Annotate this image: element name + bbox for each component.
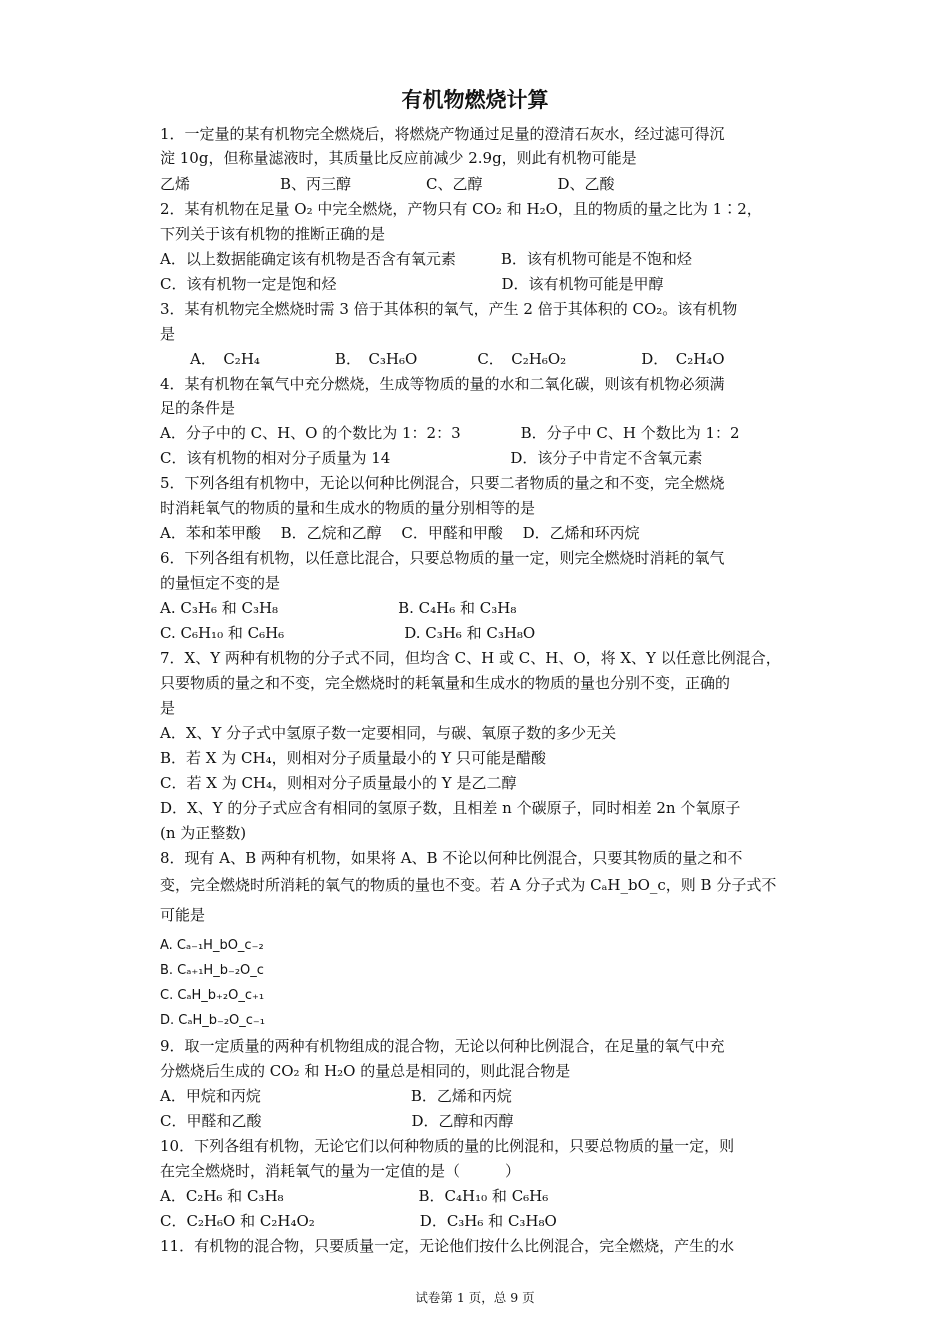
text-line: B. Cₐ₊₁H_b₋₂O_c (160, 963, 264, 978)
text-line: 时消耗氧气的物质的量和生成水的物质的量分别相等的是 (160, 499, 536, 517)
text-line: 淀 10g，但称量滤液时，其质量比反应前减少 2.9g，则此有机物可能是 (160, 149, 637, 167)
text-line: 3．某有机物完全燃烧时需 3 倍于其体积的氧气，产生 2 倍于其体积的 CO₂。该有机物 (160, 300, 738, 318)
text-line: 变，完全燃烧时所消耗的氧气的物质的量也不变。若 A 分子式为 CₐH_bO_c，则 B 分子式不 (160, 876, 777, 894)
text-line: C．该有机物的相对分子质量为 14 D．该分子中肯定不含氧元素 (160, 449, 703, 467)
text-line: 是 (160, 325, 176, 343)
text-line: C．若 X 为 CH₄，则相对分子质量最小的 Y 是乙二醇 (160, 774, 517, 792)
text-line: B．若 X 为 CH₄，则相对分子质量最小的 Y 只可能是醋酸 (160, 749, 547, 767)
text-line: 11．有机物的混合物，只要质量一定，无论他们按什么比例混合，完全燃烧，产生的水 (160, 1237, 735, 1255)
text-line: 足的条件是 (160, 399, 236, 417)
text-line: 下列关于该有机物的推断正确的是 (160, 225, 386, 243)
text-line: 分燃烧后生成的 CO₂ 和 H₂O 的量总是相同的，则此混合物是 (160, 1062, 571, 1080)
text-line: C. CₐH_b₊₂O_c₊₁ (160, 988, 265, 1003)
text-line: A．分子中的 C、H、O 的个数比为 1：2：3 B．分子中 C、H 个数比为 1：2 (160, 424, 740, 442)
text-line: C．甲醛和乙酸 D．乙醇和丙醇 (160, 1112, 514, 1130)
text-line: A．C₂H₆ 和 C₃H₈ B．C₄H₁₀ 和 C₆H₆ (160, 1187, 549, 1205)
text-line: 在完全燃烧时，消耗氧气的量为一定值的是（ ） (160, 1162, 521, 1180)
text-line: A. Cₐ₋₁H_bO_c₋₂ (160, 938, 264, 953)
text-line: 10．下列各组有机物，无论它们以何种物质的量的比例混和，只要总物质的量一定，则 (160, 1137, 735, 1155)
text-line: A．X、Y 分子式中氢原子数一定要相同，与碳、氧原子数的多少无关 (160, 724, 617, 742)
page-footer: 试卷第 1 页，总 9 页 (415, 1290, 535, 1305)
text-line: 1．一定量的某有机物完全燃烧后，将燃烧产物通过足量的澄清石灰水，经过滤可得沉 (160, 125, 725, 143)
text-line: C．该有机物一定是饱和烃 D．该有机物可能是甲醇 (160, 275, 664, 293)
text-line: A． C₂H₄ B． C₃H₆O C． C₂H₆O₂ D． C₂H₄O (160, 350, 725, 368)
page-title: 有机物燃烧计算 (401, 88, 549, 112)
text-line: C. C₆H₁₀ 和 C₆H₆ D. C₃H₆ 和 C₃H₈O (160, 624, 536, 642)
text-line: D．X、Y 的分子式应含有相同的氢原子数，且相差 n 个碳原子，同时相差 2n 个氧原子 (160, 799, 741, 817)
text-line: 可能是 (160, 906, 206, 924)
text-line: 只要物质的量之和不变，完全燃烧时的耗氧量和生成水的物质的量也分别不变，正确的 (160, 674, 731, 692)
text-line: 8．现有 A、B 两种有机物，如果将 A、B 不论以何种比例混合，只要其物质的量之和不 (160, 849, 743, 867)
text-line: A. C₃H₆ 和 C₃H₈ B. C₄H₆ 和 C₃H₈ (160, 599, 517, 617)
text-line: 的量恒定不变的是 (160, 574, 281, 592)
text-line: 乙烯 B、丙三醇 C、乙醇 D、乙酸 (160, 175, 615, 193)
text-line: A．苯和苯甲酸 B．乙烷和乙醇 C．甲醛和甲酸 D．乙烯和环丙烷 (160, 524, 640, 542)
text-line: 9．取一定质量的两种有机物组成的混合物，无论以何种比例混合，在足量的氧气中充 (160, 1037, 725, 1055)
text-line: 7．X、Y 两种有机物的分子式不同，但均含 C、H 或 C、H、O，将 X、Y 以任意比例混合， (160, 649, 781, 667)
text-line: C．C₂H₆O 和 C₂H₄O₂ D．C₃H₆ 和 C₃H₈O (160, 1212, 557, 1230)
text-line: 2．某有机物在足量 O₂ 中完全燃烧，产物只有 CO₂ 和 H₂O，且的物质的量之比为 1∶2， (160, 200, 762, 218)
text-line: A．以上数据能确定该有机物是否含有氧元素 B．该有机物可能是不饱和烃 (160, 250, 692, 268)
text-line: (n 为正整数) (160, 824, 247, 842)
text-line: 是 (160, 699, 176, 717)
text-line: A．甲烷和丙烷 B．乙烯和丙烷 (160, 1087, 512, 1105)
text-line: D. CₐH_b₋₂O_c₋₁ (160, 1013, 265, 1028)
text-line: 4．某有机物在氧气中充分燃烧，生成等物质的量的水和二氧化碳，则该有机物必须满 (160, 375, 725, 393)
text-line: 5．下列各组有机物中，无论以何种比例混合，只要二者物质的量之和不变，完全燃烧 (160, 474, 725, 492)
text-line: 6．下列各组有机物，以任意比混合，只要总物质的量一定，则完全燃烧时消耗的氧气 (160, 549, 725, 567)
